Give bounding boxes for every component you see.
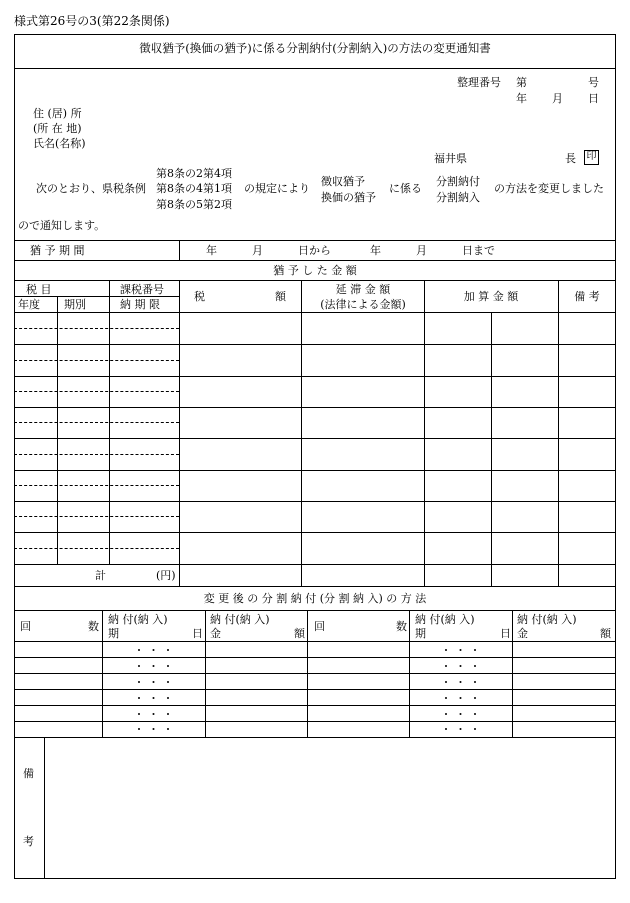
t2-date-b-2: 日 <box>500 627 511 640</box>
t2-dots-2: ・ ・ ・ <box>440 692 481 705</box>
col-kazei-no: 課税番号 <box>120 283 164 296</box>
recipient-address: 住 (居) 所 <box>33 107 82 120</box>
col-zeigaku-a: 税 <box>194 290 205 303</box>
col-kasan: 加 算 金 額 <box>463 290 519 303</box>
article-3: 第8条の5第2項 <box>156 198 232 211</box>
t2-date-head-2: 納 付(納 入) <box>415 613 475 626</box>
t2-date-a-2: 期 <box>415 627 426 640</box>
t2-date-a: 期 <box>108 627 119 640</box>
t2-dots-2: ・ ・ ・ <box>440 644 481 657</box>
period-month-from: 月 <box>252 244 263 257</box>
t2-amt-a-2: 金 <box>517 627 528 640</box>
t2-amt-head: 納 付(納 入) <box>210 613 270 626</box>
article-2: 第8条の4第1項 <box>156 182 232 195</box>
amount-section-title: 猶 予 し た 金 額 <box>273 264 357 277</box>
type-2: 換価の猶予 <box>321 191 376 204</box>
article-1: 第8条の2第4項 <box>156 167 232 180</box>
total-label: 計 <box>95 569 106 582</box>
issuer-chief: 長 <box>565 152 576 165</box>
col-zeimoku: 税 目 <box>26 283 52 296</box>
ref-day: 日 <box>588 92 599 105</box>
type-1: 徴収猶予 <box>321 175 365 188</box>
t2-dots: ・ ・ ・ <box>133 723 174 736</box>
remarks-label-b: 考 <box>23 835 34 848</box>
body-kakaru: に係る <box>389 182 422 195</box>
ref-go: 号 <box>588 76 599 89</box>
recipient-name: 氏名(名称) <box>33 137 86 150</box>
col-kibetsu: 期別 <box>64 298 86 311</box>
method-1: 分割納付 <box>436 175 480 188</box>
t2-dots: ・ ・ ・ <box>133 644 174 657</box>
body-rule: の規定により <box>244 182 310 195</box>
body-lead: 次のとおり、県税条例 <box>36 182 146 195</box>
seal-stamp: 印 <box>584 150 599 165</box>
t2-date-head: 納 付(納 入) <box>108 613 168 626</box>
t2-dots-2: ・ ・ ・ <box>440 676 481 689</box>
col-nouki: 納 期 限 <box>120 298 160 311</box>
t2-kaisu-b-2: 数 <box>396 620 407 633</box>
recipient-address-alt: (所 在 地) <box>33 122 82 135</box>
t2-kaisu-a: 回 <box>20 620 31 633</box>
t2-dots: ・ ・ ・ <box>133 708 174 721</box>
col-entai-sub: (法律による金額) <box>320 298 406 311</box>
t2-dots: ・ ・ ・ <box>133 676 174 689</box>
body-tail: の方法を変更しました <box>494 182 604 195</box>
period-from: 日から <box>298 244 331 257</box>
t2-amt-b: 額 <box>294 627 305 640</box>
ref-year: 年 <box>516 92 527 105</box>
ref-month: 月 <box>552 92 563 105</box>
body-tail-2: ので通知します。 <box>18 219 106 232</box>
t2-dots-2: ・ ・ ・ <box>440 723 481 736</box>
form-label: 様式第26号の3(第22条関係) <box>14 14 170 28</box>
t2-dots-2: ・ ・ ・ <box>440 708 481 721</box>
form-frame <box>14 34 616 879</box>
t2-amt-a: 金 <box>210 627 221 640</box>
period-year-from: 年 <box>206 244 217 257</box>
t2-kaisu-b: 数 <box>88 620 99 633</box>
col-biko: 備 考 <box>574 290 600 303</box>
issuer-prefecture: 福井県 <box>434 152 467 165</box>
period-year-to: 年 <box>370 244 381 257</box>
total-unit: (円) <box>156 569 176 582</box>
t2-kaisu-a-2: 回 <box>314 620 325 633</box>
ref-dai: 第 <box>516 76 527 89</box>
method-section-title: 変 更 後 の 分 割 納 付 (分 割 納 入) の 方 法 <box>203 592 427 605</box>
t2-dots-2: ・ ・ ・ <box>440 660 481 673</box>
period-to: 日まで <box>462 244 495 257</box>
document-title: 徴収猶予(換価の猶予)に係る分割納付(分割納入)の方法の変更通知書 <box>139 41 491 55</box>
t2-date-b: 日 <box>192 627 203 640</box>
col-zeigaku-b: 額 <box>275 290 286 303</box>
period-label: 猶 予 期 間 <box>30 244 85 257</box>
t2-amt-b-2: 額 <box>600 627 611 640</box>
period-month-to: 月 <box>416 244 427 257</box>
t2-dots: ・ ・ ・ <box>133 692 174 705</box>
method-2: 分割納入 <box>436 191 480 204</box>
col-nendo: 年度 <box>18 298 40 311</box>
ref-number-label: 整理番号 <box>457 76 501 89</box>
t2-dots: ・ ・ ・ <box>133 660 174 673</box>
t2-amt-head-2: 納 付(納 入) <box>517 613 577 626</box>
col-entai: 延 滞 金 額 <box>335 283 391 296</box>
remarks-label-a: 備 <box>23 767 34 780</box>
